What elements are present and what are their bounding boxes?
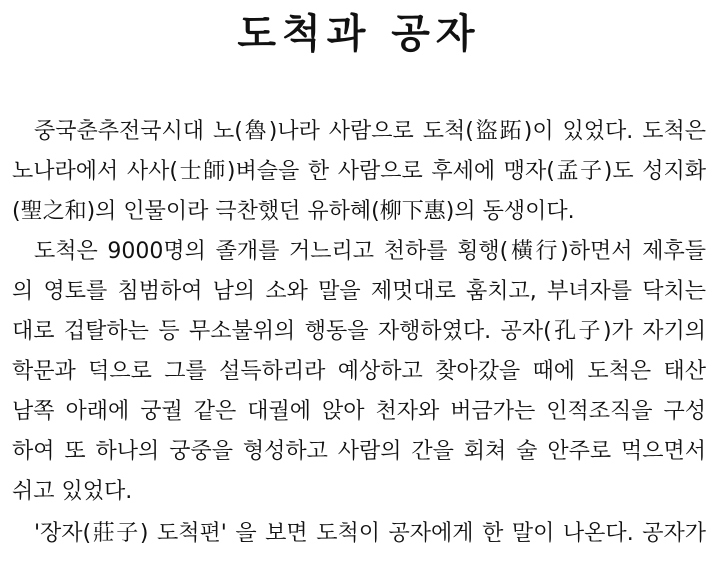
paragraph-2-line-2: 의 영토를 침범하여 남의 소와 말을 제멋대로 훔치고, 부녀자를 닥치는	[12, 279, 706, 304]
paragraph-2-line-5: 남쪽 아래에 궁궐 같은 대궐에 앉아 천자와 버금가는 인적조직을 구성	[12, 399, 706, 424]
paragraph-2-line-1: 도척은 9000명의 졸개를 거느리고 천하를 횡행(橫行)하면서 제후들	[34, 239, 706, 264]
paragraph-2-line-6: 하여 또 하나의 궁중을 형성하고 사람의 간을 회쳐 술 안주로 먹으면서	[12, 439, 706, 464]
document-title: 도척과 공자	[237, 10, 481, 57]
paragraph-3-line-1: '장자(莊子) 도척편' 을 보면 도척이 공자에게 한 말이 나온다. 공자가	[34, 521, 706, 546]
paragraph-2-line-3: 대로 겁탈하는 등 무소불위의 행동을 자행하였다. 공자(孔子)가 자기의	[12, 319, 706, 344]
paragraph-1-line-3: (聖之和)의 인물이라 극찬했던 유하혜(柳下惠)의 동생이다.	[12, 199, 575, 224]
paragraph-1-line-1: 중국춘추전국시대 노(魯)나라 사람으로 도척(盜跖)이 있었다. 도척은	[34, 119, 706, 144]
paragraph-1-line-2: 노나라에서 사사(士師)벼슬을 한 사람으로 후세에 맹자(孟子)도 성지화	[12, 159, 706, 184]
paragraph-2-line-4: 학문과 덕으로 그를 설득하리라 예상하고 찾아갔을 때에 도척은 태산	[12, 359, 706, 384]
paragraph-2-line-7: 쉬고 있었다.	[12, 479, 133, 504]
